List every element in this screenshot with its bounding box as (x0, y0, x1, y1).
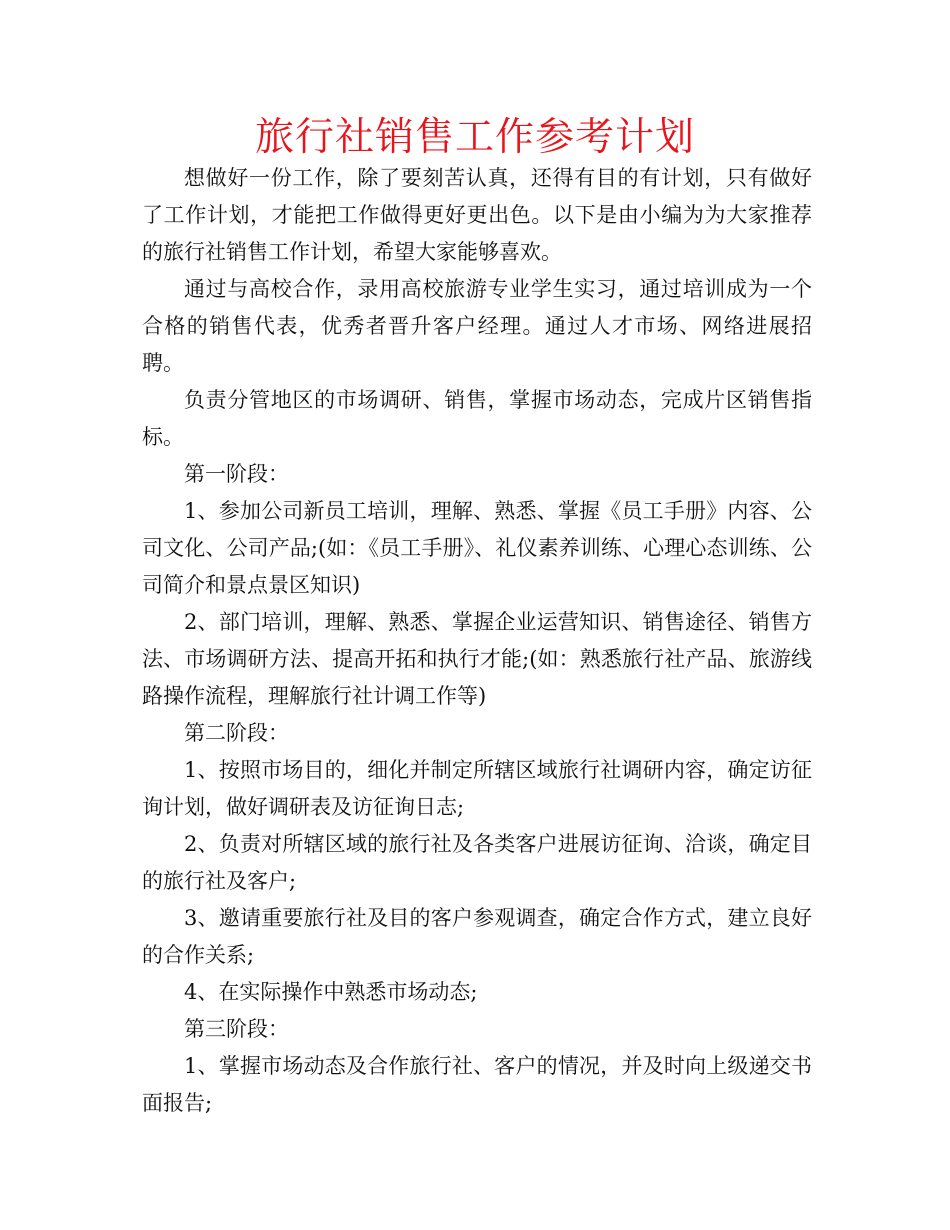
stage-one-item-2: 2、部门培训，理解、熟悉、掌握企业运营知识、销售途径、销售方法、市场调研方法、提高开拓和执行才能;(如：熟悉旅行社产品、旅游线路操作流程，理解旅行社计调工作等) (142, 610, 812, 708)
stage-two-heading: 第二阶段： (184, 721, 289, 745)
paragraph-responsibility: 负责分管地区的市场调研、销售，掌握市场动态，完成片区销售指标。 (142, 388, 812, 449)
document-title: 旅行社销售工作参考计划 (254, 115, 695, 160)
stage-three-heading: 第三阶段： (184, 1017, 289, 1041)
stage-three-item-1: 1、掌握市场动态及合作旅行社、客户的情况，并及时向上级递交书面报告; (142, 1054, 812, 1115)
document-body (142, 160, 812, 1122)
stage-two-item-1: 1、按照市场目的，细化并制定所辖区域旅行社调研内容，确定访征询计划，做好调研表及访征询日志; (142, 758, 812, 819)
stage-one-item-1: 1、参加公司新员工培训，理解、熟悉、掌握《员工手册》内容、公司文化、公司产品;(如：《员工手册》、礼仪素养训练、心理心态训练、公司简介和景点景区知识) (142, 499, 812, 597)
stage-one-heading: 第一阶段： (184, 462, 289, 486)
stage-two-item-3: 3、邀请重要旅行社及目的客户参观调查，确定合作方式，建立良好的合作关系; (142, 906, 812, 967)
paragraph-intro: 想做好一份工作，除了要刻苦认真，还得有目的有计划，只有做好了工作计划，才能把工作做得更好更出色。以下是由小编为为大家推荐的旅行社销售工作计划，希望大家能够喜欢。 (142, 166, 812, 264)
stage-two-item-2: 2、负责对所辖区域的旅行社及各类客户进展访征询、洽谈，确定目的旅行社及客户; (142, 832, 812, 893)
stage-two-item-4: 4、在实际操作中熟悉市场动态; (184, 980, 478, 1004)
paragraph-recruitment: 通过与高校合作，录用高校旅游专业学生实习，通过培训成为一个合格的销售代表，优秀者晋升客户经理。通过人才市场、网络进展招聘。 (142, 277, 812, 375)
